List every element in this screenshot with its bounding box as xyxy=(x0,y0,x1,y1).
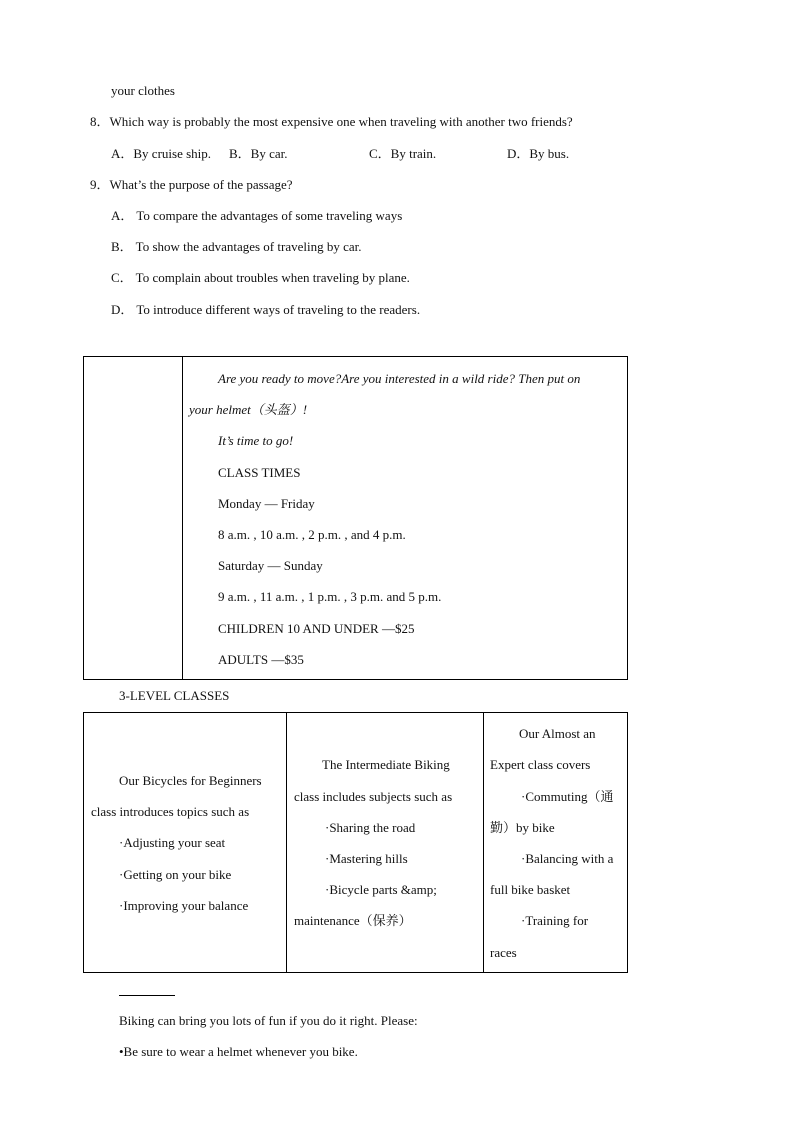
level-intermediate-cell xyxy=(287,713,484,973)
ad-table xyxy=(83,356,628,680)
level-line: Our Almost an xyxy=(519,726,596,741)
levels-table xyxy=(83,712,628,973)
question-number: 9． xyxy=(90,177,110,192)
ad-intro-line1: Are you ready to move?Are you interested in a wild ride? Then put on xyxy=(218,371,581,386)
ad-blank-cell xyxy=(84,357,183,680)
level-line: full bike basket xyxy=(490,882,571,897)
question-8 xyxy=(90,114,573,130)
level-beginner-cell xyxy=(84,713,287,973)
option-c: C． To complain about troubles when traveling by plane. xyxy=(111,270,410,285)
adults-price: ADULTS —$35 xyxy=(218,652,304,667)
option-c: C．By train. xyxy=(369,146,437,161)
level-line: 勤）by bike xyxy=(490,820,555,835)
option-d: D．By bus. xyxy=(507,146,570,161)
ad-content-cell xyxy=(183,357,628,680)
tips-intro: Biking can bring you lots of fun if you do it right. Please: xyxy=(119,1013,418,1028)
weekend-times: 9 a.m. , 11 a.m. , 1 p.m. , 3 p.m. and 5 p.m. xyxy=(218,589,442,604)
question-text: What’s the purpose of the passage? xyxy=(109,177,293,192)
level-line: ·Sharing the road xyxy=(325,820,416,835)
ad-go-line: It’s time to go! xyxy=(218,433,294,448)
level-line: races xyxy=(490,945,517,960)
level-line: ·Balancing with a xyxy=(521,851,614,866)
level-line: ·Bicycle parts &amp; xyxy=(325,882,437,897)
level-expert-cell xyxy=(484,713,628,973)
option-a: A．By cruise ship. xyxy=(111,146,212,161)
option-b: B．By car. xyxy=(229,146,288,161)
level-line: ·Getting on your bike xyxy=(119,867,232,882)
question-text: Which way is probably the most expensive one when traveling with another two friends? xyxy=(109,114,573,129)
level-line: Expert class covers xyxy=(490,757,591,772)
blank-underline xyxy=(119,995,175,996)
question-number: 8． xyxy=(90,114,110,129)
weekday-times: 8 a.m. , 10 a.m. , 2 p.m. , and 4 p.m. xyxy=(218,527,406,542)
levels-heading: 3-LEVEL CLASSES xyxy=(119,688,230,703)
level-line: ·Adjusting your seat xyxy=(119,835,226,850)
question-9 xyxy=(90,177,293,193)
level-line: Our Bicycles for Beginners xyxy=(119,773,262,788)
class-times-heading: CLASS TIMES xyxy=(218,465,301,480)
level-line: ·Improving your balance xyxy=(119,898,249,913)
level-line: ·Commuting（通 xyxy=(521,789,614,804)
weekend-label: Saturday — Sunday xyxy=(218,558,323,573)
tip-item: •Be sure to wear a helmet whenever you bike. xyxy=(119,1044,358,1059)
ad-intro-line2: your helmet（头盔）! xyxy=(189,402,308,417)
level-line: ·Training for xyxy=(521,913,589,928)
children-price: CHILDREN 10 AND UNDER —$25 xyxy=(218,621,415,636)
weekday-label: Monday — Friday xyxy=(218,496,315,511)
option-b: B． To show the advantages of traveling by car. xyxy=(111,239,362,254)
level-line: class includes subjects such as xyxy=(294,789,453,804)
option-d: D． To introduce different ways of traveling to the readers. xyxy=(111,302,421,317)
level-line: maintenance（保养） xyxy=(294,913,412,928)
level-line: ·Mastering hills xyxy=(325,851,408,866)
continuation-text: your clothes xyxy=(111,83,175,98)
option-a: A． To compare the advantages of some traveling ways xyxy=(111,208,403,223)
level-line: class introduces topics such as xyxy=(91,804,250,819)
level-line: The Intermediate Biking xyxy=(322,757,450,772)
